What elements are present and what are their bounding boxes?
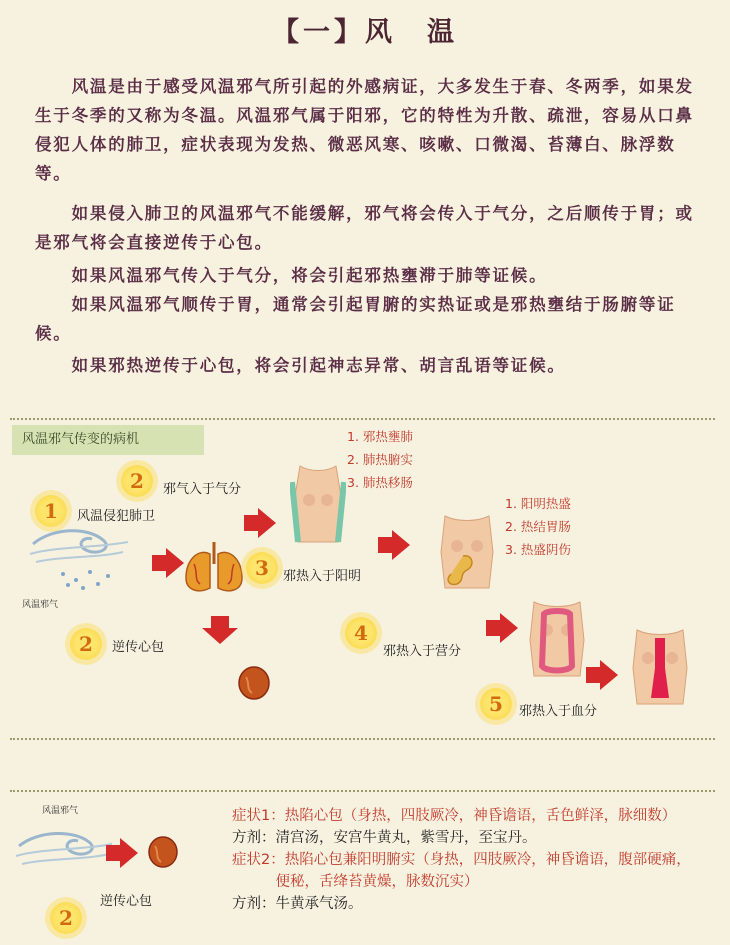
step-badge-3: 3 — [246, 552, 278, 584]
yangming-item-2: 2. 热结胃肠 — [505, 519, 571, 534]
torso-icon — [290, 462, 346, 544]
step-badge-5: 5 — [480, 688, 512, 720]
yangming-item-3: 3. 热盛阴伤 — [505, 542, 571, 557]
bottom-step-badge: 2 — [50, 902, 82, 934]
source-label: 风温邪气 — [22, 600, 59, 610]
arrow-right — [258, 508, 276, 538]
step-badge-1: 1 — [35, 495, 67, 527]
arrow-down — [202, 628, 238, 644]
paragraph-5: 如果邪热逆传于心包，将会引起神志异常、胡言乱语等证候。 — [35, 356, 566, 375]
symptom-line-2: 症状2：热陷心包兼阳明腑实（身热，四肢厥冷，神昏谵语，腹部硬痛， — [232, 852, 691, 868]
step-label-3: 邪热入于阳明 — [283, 569, 362, 584]
qi-item-1: 1. 邪热壅肺 — [347, 429, 413, 444]
qi-item-2: 2. 肺热腑实 — [347, 452, 413, 467]
step-badge-2-reverse: 2 — [70, 628, 102, 660]
lungs-icon — [180, 538, 248, 596]
formula-line-2: 方剂：牛黄承气汤。 — [232, 896, 363, 912]
arrow-right — [392, 530, 410, 560]
wind-icon — [14, 828, 114, 873]
paragraph-3: 如果风温邪气传入于气分，将会引起邪热壅滞于肺等证候。 — [35, 266, 548, 285]
arrow-right — [120, 838, 138, 868]
divider-middle — [10, 738, 715, 740]
symptom-line-2-cont: 便秘，舌绛苔黄燥，脉数沉实） — [232, 874, 479, 890]
divider-bottom — [10, 790, 715, 792]
yangming-item-1: 1. 阳明热盛 — [505, 496, 571, 511]
step-badge-4: 4 — [345, 617, 377, 649]
bottom-step-label: 逆传心包 — [100, 894, 153, 909]
symptom-line-1: 症状1：热陷心包（身热，四肢厥冷，神昏谵语，舌色鲜泽，脉细数） — [232, 808, 677, 824]
qi-item-3: 3. 肺热移肠 — [347, 475, 413, 490]
step-label-2: 邪气入于气分 — [163, 482, 242, 497]
treatment-list — [232, 805, 691, 915]
bottom-source-label: 风温邪气 — [42, 806, 79, 816]
formula-line-1: 方剂：清宫汤，安宫牛黄丸，紫雪丹，至宝丹。 — [232, 830, 537, 846]
step-badge-2: 2 — [121, 465, 153, 497]
heart-icon — [236, 663, 272, 701]
wind-icon — [28, 522, 133, 592]
divider-top — [10, 418, 715, 420]
step-label-1: 风温侵犯肺卫 — [77, 509, 156, 524]
paragraph-2: 如果侵入肺卫的风温邪气不能缓解，邪气将会传入于气分，之后顺传于胃；或是邪气将会直接逆传于心包。 — [35, 204, 694, 252]
diagram-banner: 风温邪气传变的病机 — [12, 425, 204, 455]
qi-list — [347, 425, 413, 494]
intro-paragraph: 风温是由于感受风温邪气所引起的外感病证，大多发生于春、冬两季，如果发生于冬季的又称为冬温。风温邪气属于阳邪，它的特性为升散、疏泄，容易从口鼻侵犯人体的肺卫，症状表现为发热、微恶风寒、咳嗽、口微渴、苔薄白、脉浮数等。 — [35, 77, 694, 183]
heart-icon — [146, 834, 180, 870]
torso-icon — [631, 628, 689, 706]
arrow-right — [500, 613, 518, 643]
yangming-list — [505, 492, 571, 561]
step-label-reverse: 逆传心包 — [112, 640, 165, 655]
step-label-5: 邪热入于血分 — [519, 704, 598, 719]
page-title: 【一】风 温 — [272, 17, 458, 48]
torso-icon — [437, 514, 497, 590]
paragraph-4: 如果风温邪气顺传于胃，通常会引起胃腑的实热证或是邪热壅结于肠腑等证候。 — [35, 295, 676, 343]
torso-icon — [528, 600, 586, 678]
step-label-4: 邪热入于营分 — [383, 644, 462, 659]
arrow-right — [600, 660, 618, 690]
